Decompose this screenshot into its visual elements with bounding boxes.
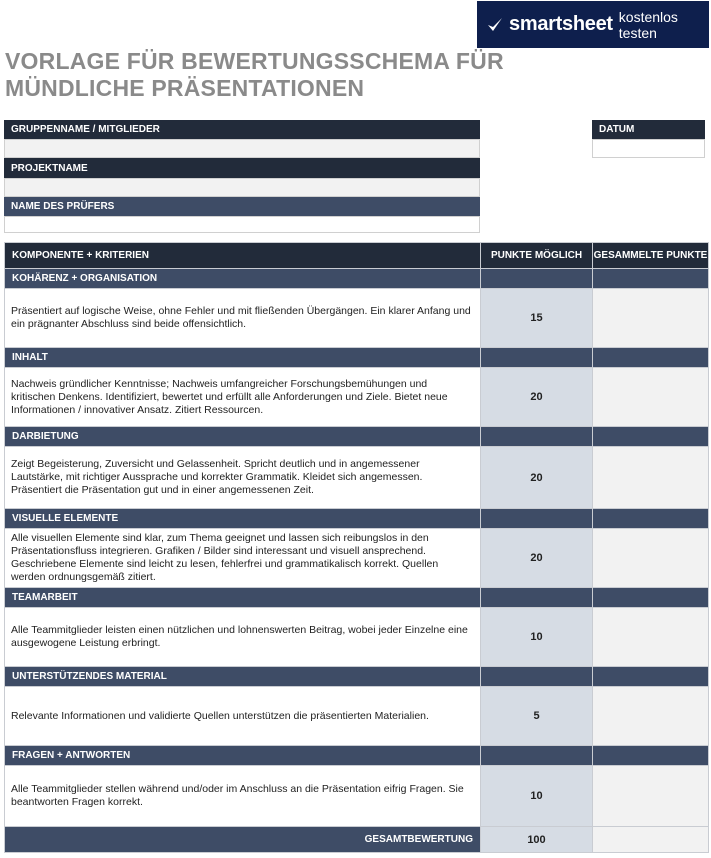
smartsheet-banner[interactable] [477,1,709,48]
total-label: GESAMTBEWERTUNG [5,827,481,853]
criteria-row [5,289,709,348]
points-possible: 10 [481,608,593,667]
project-name-header: PROJEKTNAME [4,158,480,178]
category-row [5,667,709,687]
points-earned-input[interactable] [593,368,709,427]
header-points-collected: GESAMMELTE PUNKTE [593,243,709,269]
criteria-text: Alle visuellen Elemente sind klar, zum Thema geeignet und lassen sich reibungslos in den Präsentationsfluss integrieren. Grafiken / Bilder sind interessant und visuell ansprechend. Geschriebene Elemente sind leicht zu lesen, fehlerfrei und grammatikalisch korrekt. Quellen werden ordnungsgemäß zitiert. [5,529,481,588]
points-earned-input[interactable] [593,608,709,667]
criteria-text: Zeigt Begeisterung, Zuversicht und Gelassenheit. Spricht deutlich und in angemessener Lautstärke, mit richtiger Aussprache und korrekter Grammatik. Kleidet sich angemessen. Präsentiert die Präsentation gut und in einer angemessenen Zeit. [5,447,481,509]
header-points-possible: PUNKTE MÖGLICH [481,243,593,269]
points-possible: 15 [481,289,593,348]
scoring-table [4,242,709,853]
criteria-row [5,687,709,746]
category-label: KOHÄRENZ + ORGANISATION [5,269,481,289]
table-header-row [5,243,709,269]
criteria-row [5,368,709,427]
points-earned-input[interactable] [593,766,709,827]
criteria-text: Präsentiert auf logische Weise, ohne Fehler und mit fließenden Übergängen. Ein klarer Anfang und ein prägnanter Abschluss sind beide offensichtlich. [5,289,481,348]
category-row [5,269,709,289]
try-free-link[interactable]: kostenlos testen [618,8,678,41]
category-label: VISUELLE ELEMENTE [5,509,481,529]
page-title: VORLAGE FÜR BEWERTUNGSSCHEMA FÜR MÜNDLICHE PRÄSENTATIONEN [5,48,504,101]
criteria-text: Alle Teammitglieder stellen während und/oder im Anschluss an die Präsentation eifrig Fragen. Sie beantworten Fragen korrekt. [5,766,481,827]
examiner-name-header: NAME DES PRÜFERS [4,197,480,216]
criteria-text: Alle Teammitglieder leisten einen nützlichen und lohnenswerten Beitrag, wobei jeder Einzelne eine ausgewogene Leistung erbringt. [5,608,481,667]
category-row [5,427,709,447]
category-label: DARBIETUNG [5,427,481,447]
criteria-row [5,447,709,509]
points-possible: 20 [481,368,593,427]
total-points-possible: 100 [481,827,593,853]
category-label: TEAMARBEIT [5,588,481,608]
project-name-input[interactable] [4,178,480,197]
points-possible: 20 [481,529,593,588]
points-earned-input[interactable] [593,447,709,509]
points-possible: 10 [481,766,593,827]
category-row [5,746,709,766]
points-earned-input[interactable] [593,289,709,348]
criteria-text: Nachweis gründlicher Kenntnisse; Nachweis umfangreicher Forschungsbemühungen und kritischen Denkens. Identifiziert, bewertet und erfüllt alle Anforderungen und Ziele. Bietet neue Informationen / innovativer Ansatz. Zitiert Ressourcen. [5,368,481,427]
points-earned-input[interactable] [593,687,709,746]
category-row [5,588,709,608]
total-points-earned[interactable] [593,827,709,853]
points-possible: 5 [481,687,593,746]
category-label: FRAGEN + ANTWORTEN [5,746,481,766]
group-members-header: GRUPPENNAME / MITGLIEDER [4,120,480,139]
smartsheet-logo-icon [487,16,503,34]
date-header: DATUM [592,120,705,139]
points-possible: 20 [481,447,593,509]
criteria-row [5,608,709,667]
points-earned-input[interactable] [593,529,709,588]
criteria-row [5,529,709,588]
examiner-name-input[interactable] [4,216,480,233]
brand-name: smartsheet [509,13,613,35]
category-row [5,509,709,529]
group-members-input[interactable] [4,139,480,158]
header-component-criteria: KOMPONENTE + KRITERIEN [5,243,481,269]
total-row [5,827,709,853]
criteria-row [5,766,709,827]
category-label: INHALT [5,348,481,368]
category-row [5,348,709,368]
criteria-text: Relevante Informationen und validierte Quellen unterstützen die präsentierten Materialien. [5,687,481,746]
category-label: UNTERSTÜTZENDES MATERIAL [5,667,481,687]
date-input[interactable] [592,139,705,158]
